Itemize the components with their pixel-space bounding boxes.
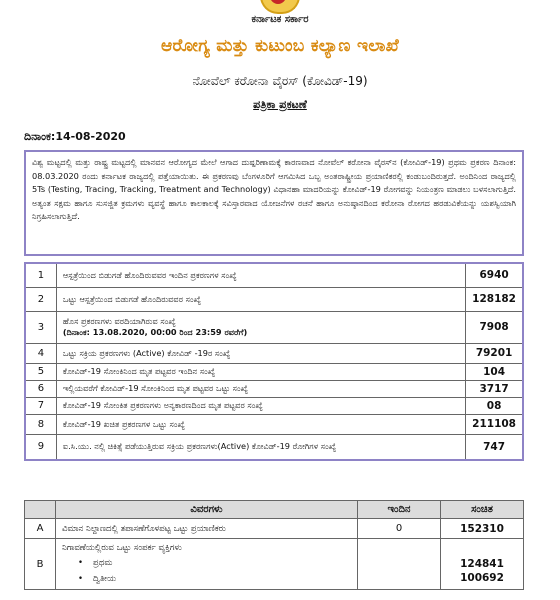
row-label: ಕೋವಿಡ್-19 ಖಚಿತ ಪ್ರಕರಣಗಳ ಒಟ್ಟು ಸಂಖ್ಯೆ — [56, 414, 465, 434]
row-value: 7908 — [466, 311, 523, 343]
row-today — [358, 539, 441, 590]
row-label: ಕೋವಿಡ್-19 ಸೋಂಕಿತ ಪ್ರಕರಣಗಳು ಅನ್ಯಕಾರಣದಿಂದ ಮೃತ ಪಟ್ಟವರ ಸಂಖ್ಯೆ — [56, 397, 465, 414]
row-label-cell — [56, 311, 465, 343]
row-value: 128182 — [466, 287, 523, 311]
government-name: ಕರ್ನಾಟಕ ಸರ್ಕಾರ — [251, 14, 309, 25]
row-label-cell — [56, 539, 358, 590]
row-label: ನಿಗಾವಣೆಯಲ್ಲಿರುವ ಒಟ್ಟು ಸಂಪರ್ಕ ವ್ಯಕ್ತಿಗಳು — [62, 543, 182, 553]
press-release-label: ಪತ್ರಿಕಾ ಪ್ರಕಟಣೆ — [253, 98, 307, 111]
table-row — [25, 343, 523, 363]
row-label: ಒಟ್ಟು ಸಕ್ರಿಯ ಪ್ರಕರಣಗಳು (Active) ಕೋವಿಡ್ -19ರ ಸಂಖ್ಯೆ — [56, 343, 465, 363]
row-number: 6 — [25, 380, 56, 397]
row-value: 211108 — [466, 414, 523, 434]
table-row — [25, 539, 524, 590]
row-number: 2 — [25, 287, 56, 311]
list-item: • ದ್ವಿತೀಯ — [62, 571, 351, 587]
row-number: 7 — [25, 397, 56, 414]
table-row — [25, 397, 523, 414]
header-today: ಇಂದಿನ — [358, 501, 441, 519]
government-emblem-icon — [260, 0, 300, 14]
row-total-primary: 124841 — [460, 558, 504, 570]
row-label: ಒಟ್ಟು ಆಸ್ಪತ್ರೆಯಿಂದ ಬಿಡುಗಡೆ ಹೊಂದಿರುವವರ ಸಂಖ್ಯೆ — [56, 287, 465, 311]
table-row — [25, 311, 523, 343]
row-number: 4 — [25, 343, 56, 363]
row-number: 3 — [25, 311, 56, 343]
row-label: ಆಸ್ಪತ್ರೆಯಿಂದ ಬಿಡುಗಡೆ ಹೊಂದಿರುವವರ ಇಂದಿನ ಪ್ರಕರಣಗಳ ಸಂಖ್ಯೆ — [56, 263, 465, 287]
row-value: 747 — [466, 434, 523, 460]
row-note: (ದಿನಾಂಕ: 13.08.2020, 00:00 ರಿಂದ 23:59 ರವರೆಗೆ) — [62, 327, 248, 337]
row-number: 1 — [25, 263, 56, 287]
header-details: ವಿವರಗಳು — [56, 501, 358, 519]
row-value: 08 — [466, 397, 523, 414]
row-label: ಕೋವಿಡ್-19 ಸೋಂಕಿನಿಂದ ಮೃತ ಪಟ್ಟವರ ಇಂದಿನ ಸಂಖ್ಯೆ — [56, 363, 465, 380]
row-total-secondary: 100692 — [460, 572, 504, 584]
screening-table — [24, 500, 524, 590]
department-title: ಆರೋಗ್ಯ ಮತ್ತು ಕುಟುಂಬ ಕಲ್ಯಾಣ ಇಲಾಖೆ — [160, 36, 400, 56]
row-label: ಹೊಸ ಪ್ರಕರಣಗಳು ವರದಿಯಾಗಿರುವ ಸಂಖ್ಯೆ — [62, 316, 176, 326]
emblem-seal-icon — [270, 0, 286, 4]
table-row — [25, 263, 523, 287]
row-number: 9 — [25, 434, 56, 460]
statistics-table — [24, 262, 524, 461]
row-total: 152310 — [441, 519, 524, 539]
table-header-row — [25, 501, 524, 519]
row-number: 8 — [25, 414, 56, 434]
header-blank — [25, 501, 56, 519]
row-total-cell — [441, 539, 524, 590]
table-row — [25, 414, 523, 434]
subject-title: ನೋವೆಲ್ ಕರೋನಾ ವೈರಸ್ (ಕೋವಿಡ್-19) — [192, 74, 368, 88]
row-label: ವಿಮಾನ ನಿಲ್ದಾಣದಲ್ಲಿ ತಪಾಸಣೆಗೊಳಪಟ್ಟ ಒಟ್ಟು ಪ್ರಯಾಣಿಕರು — [56, 519, 358, 539]
table-row — [25, 363, 523, 380]
row-label: ಇಲ್ಲಿಯವರೆಗೆ ಕೋವಿಡ್-19 ಸೋಂಕಿನಿಂದ ಮೃತ ಪಟ್ಟವರ ಒಟ್ಟು ಸಂಖ್ಯೆ — [56, 380, 465, 397]
table-row — [25, 380, 523, 397]
intro-paragraph: ವಿಶ್ವ ಮಟ್ಟದಲ್ಲಿ ಮತ್ತು ರಾಷ್ಟ್ರ ಮಟ್ಟದಲ್ಲಿ ಮಾನವನ ಆರೋಗ್ಯದ ಮೇಲೆ ಆಗಾದ ದುಷ್ಪರಿಣಾಮಕ್ಕೆ ಕಾರಣವಾದ ನೋವೆಲ್ ಕರೋನಾ ವೈರಸ್‌ನ (ಕೋವಿಡ್-19) ಪ್ರಥಮ ಪ್ರಕರಣ ದಿನಾಂಕ: 08.03.2020 ರಂದು ಕರ್ನಾಟಕ ರಾಜ್ಯದಲ್ಲಿ ಪತ್ತೆಯಾಯಿತು. ಈ ಪ್ರಕರಣವು ಬೆಂಗಳೂರಿಗೆ ಆಗಮಿಸಿದ ಒಬ್ಬ ಅಂತರಾಷ್ಟ್ರೀಯ ಪ್ರಯಾಣಿಕರಲ್ಲಿ ಕಂಡುಬಂದಿರುತ್ತದೆ. ಅಂದಿನಿಂದ ರಾಜ್ಯದಲ್ಲಿ 5Ts (Testing, Tracing, Tracking, Treatment and Technology) ವಿಧಾನಹಾ ಮಾದರಿಯನ್ನು ಕೋವಿಡ್-19 ರೋಗವನ್ನು ನಿಯಂತ್ರಣ ಮಾಡಲು ಬಳಸಲಾಗುತ್ತಿದೆ. ಅತ್ಯಂತ ಸಕ್ಷಮ ಹಾಗೂ ಸುಸಜ್ಜಿತ ಕ್ರಮಗಳು ವ್ಯವಸ್ಥೆ ಹಾಗೂ ಕಾಲಕಾಲಕ್ಕೆ ಸವಿಸ್ತಾರವಾದ ಯೋಜನೆಗಳ ರಚನೆ ಹಾಗೂ ಅನುಷ್ಠಾನದಿಂದ ಕರೋನಾ ರೋಗದ ಹರಡುವಿಕೆಯನ್ನು ಯಶಸ್ವಿಯಾಗಿ ನಿಗ್ರಹಿಸಲಾಗುತ್ತಿದೆ. — [24, 150, 524, 256]
row-letter: B — [25, 539, 56, 590]
table-row — [25, 287, 523, 311]
row-today: 0 — [358, 519, 441, 539]
row-value: 79201 — [466, 343, 523, 363]
row-value: 6940 — [466, 263, 523, 287]
table-row — [25, 434, 523, 460]
row-value: 3717 — [466, 380, 523, 397]
header-total: ಸಂಚಿತ — [441, 501, 524, 519]
list-item: • ಪ್ರಥಮ — [62, 555, 351, 571]
row-value: 104 — [466, 363, 523, 380]
row-label: ಐ.ಸಿ.ಯು. ನಲ್ಲಿ ಚಿಕಿತ್ಸೆ ಪಡೆಯುತ್ತಿರುವ ಸಕ್ರಿಯ ಪ್ರಕರಣಗಳು(Active) ಕೋವಿಡ್-19 ರೋಗಿಗಳ ಸಂಖ್ಯೆ — [56, 434, 465, 460]
release-date: ದಿನಾಂಕ:14-08-2020 — [24, 130, 126, 143]
table-row — [25, 519, 524, 539]
row-letter: A — [25, 519, 56, 539]
row-number: 5 — [25, 363, 56, 380]
